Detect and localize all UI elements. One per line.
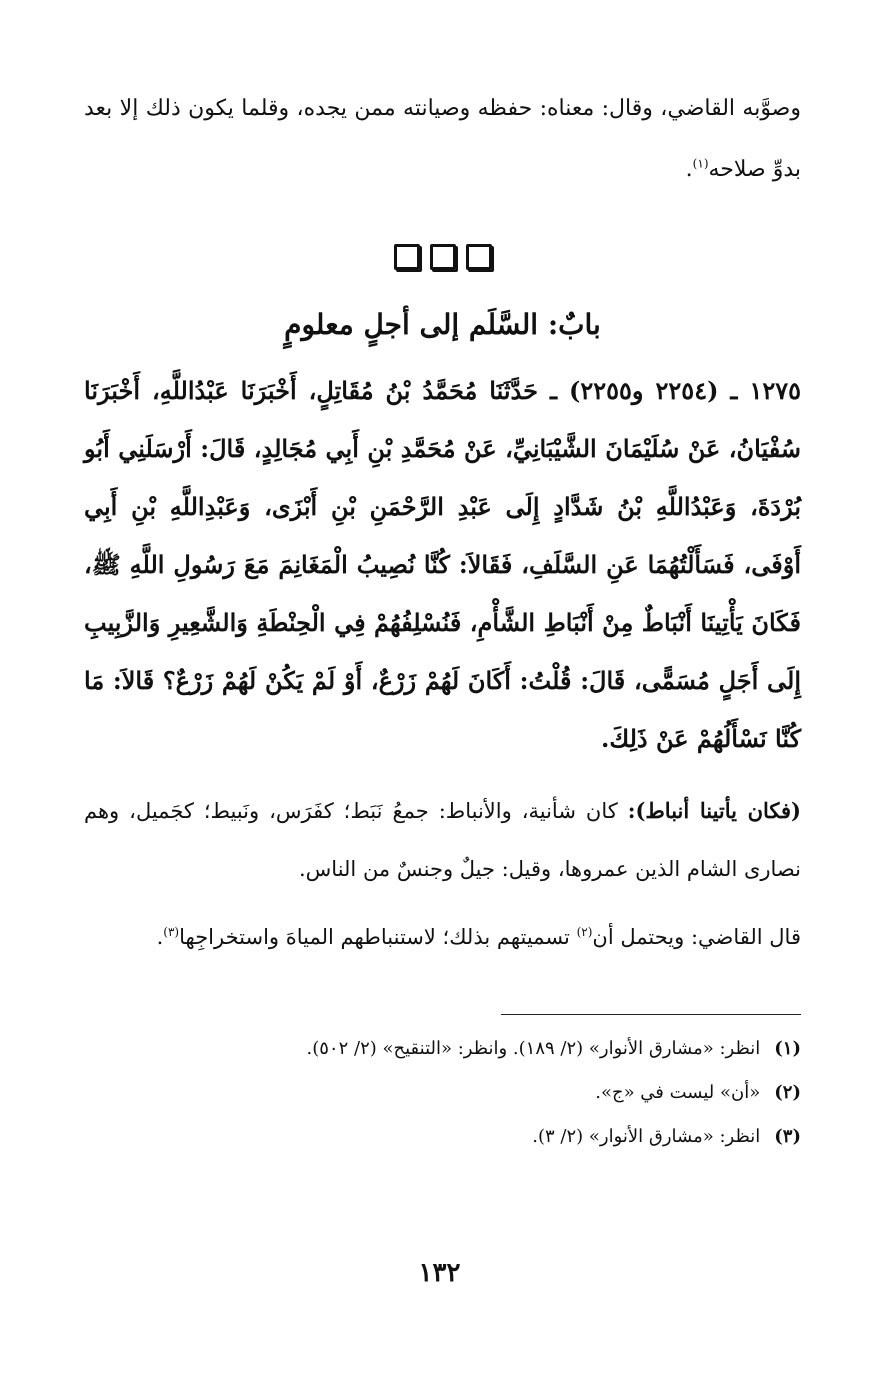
commentary-end: . xyxy=(156,925,164,949)
intro-text: وصوَّبه القاضي، وقال: معناه: حفظه وصيانته ممن يجده، وقلما يكون ذلك إلا بعد بدوِّ صلاحه xyxy=(84,96,801,182)
footnote-text: انظر: «مشارق الأنوار» (٢/ ٣). xyxy=(532,1126,761,1147)
commentary-paragraph-1 xyxy=(84,782,801,898)
footnote-text: «أن» ليست في «ج». xyxy=(595,1082,761,1103)
intro-end: . xyxy=(685,157,693,182)
footnote-item xyxy=(84,1071,801,1115)
footnote-item xyxy=(84,1027,801,1071)
square-ornament-icon xyxy=(394,244,420,270)
square-ornament-icon xyxy=(430,244,456,270)
commentary-paragraph-2 xyxy=(84,908,801,966)
footnote-number: (١) xyxy=(774,1038,801,1059)
page-number: ١٣٢ xyxy=(418,1258,461,1288)
footnote-item xyxy=(84,1115,801,1159)
book-page xyxy=(84,78,801,1377)
hadith-number: ١٢٧٥ ـ (٢٢٥٤ و٢٢٥٥) ـ xyxy=(549,376,802,405)
hadith-text: حَدَّثَنَا مُحَمَّدُ بْنُ مُقَاتِلٍ، أَخْبَرَنَا عَبْدُاللَّهِ، أَخْبَرَنَا سُفْيَانُ، عَنْ سُلَيْمَانَ الشَّيْبَانِيِّ، عَنْ مُحَمَّدِ بْنِ أَبِي مُجَالِدٍ، قَالَ: أَرْسَلَنِي أَبُو بُرْدَةَ، وَعَبْدُاللَّهِ بْنُ شَدَّادٍ إِلَى عَبْدِ الرَّحْمَنِ بْنِ أَبْزَى، وَعَبْدِاللَّهِ بْنِ أَبِي أَوْفَى، فَسَأَلْتُهُمَا عَنِ السَّلَفِ، فَقَالاَ: كُنَّا نُصِيبُ الْمَغَانِمَ مَعَ رَسُولِ اللَّهِ ﷺ، فَكَانَ يَأْتِينَا أَنْبَاطٌ مِنْ أَنْبَاطِ الشَّأْمِ، فَنُسْلِفُهُمْ فِي الْحِنْطَةِ وَالشَّعِيرِ وَالزَّبِيبِ إِلَى أَجَلٍ مُسَمًّى، قَالَ: قُلْتُ: أَكَانَ لَهُمْ زَرْعٌ، أَوْ لَمْ يَكُنْ لَهُمْ زَرْعٌ؟ قَالاَ: مَا كُنَّا نَسْأَلُهُمْ عَنْ ذَلِكَ. xyxy=(84,376,802,753)
footnote-ref-2[interactable]: (٢) xyxy=(576,925,593,939)
square-ornament-icon xyxy=(466,244,492,270)
commentary-text-2b: تسميتهم بذلك؛ لاستنباطهم المياهَ واستخراجِها xyxy=(179,925,570,949)
footnote-text: انظر: «مشارق الأنوار» (٢/ ١٨٩). وانظر: «التنقيح» (٢/ ٥٠٢). xyxy=(306,1038,761,1059)
footnote-divider xyxy=(501,1014,801,1015)
commentary-text-1: كان شأنية، والأنباط: جمعُ نَبَط؛ كفَرَس، ونَبيط؛ كجَميل، وهم نصارى الشام الذين عمروها، وقيل: جيلٌ وجنسٌ من الناس. xyxy=(84,799,801,881)
chapter-title: بابٌ: السَّلَم إلى أجلٍ معلومٍ xyxy=(284,308,601,341)
section-separator xyxy=(84,244,801,270)
footnote-number: (٢) xyxy=(774,1082,801,1103)
hadith-paragraph xyxy=(84,362,801,768)
commentary-term: (فكان يأتينا أنباط): xyxy=(627,798,801,823)
footnotes-list xyxy=(84,1027,801,1159)
commentary-text-2a: قال القاضي: ويحتمل أن xyxy=(592,925,801,949)
footnote-ref-1[interactable]: (١) xyxy=(692,156,709,171)
footnote-ref-3[interactable]: (٣) xyxy=(163,925,180,939)
intro-paragraph xyxy=(84,78,801,200)
footnote-number: (٣) xyxy=(774,1126,801,1147)
